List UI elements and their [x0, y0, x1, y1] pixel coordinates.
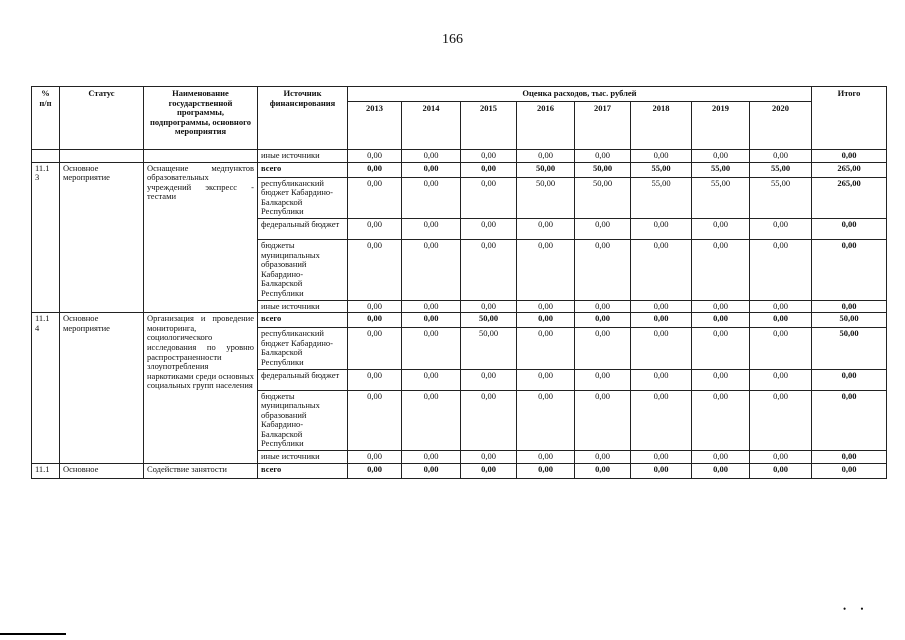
total-cell: 0,00 [812, 149, 887, 162]
value-cell: 0,00 [750, 218, 812, 239]
table-body [32, 149, 887, 478]
header-year: 2018 [631, 101, 692, 149]
value-cell: 0,00 [517, 369, 575, 390]
value-cell: 0,00 [750, 463, 812, 478]
value-cell: 0,00 [348, 328, 402, 369]
header-status: Статус [60, 87, 144, 150]
value-cell: 0,00 [348, 451, 402, 464]
header-year: 2016 [517, 101, 575, 149]
value-cell: 50,00 [517, 177, 575, 218]
value-cell: 0,00 [402, 239, 461, 300]
value-cell: 0,00 [517, 390, 575, 451]
value-cell: 0,00 [461, 149, 517, 162]
value-cell: 0,00 [575, 328, 631, 369]
table-row [32, 162, 887, 177]
header-name: Наименование государственной программы, подпрограммы, основного мероприятия [144, 87, 258, 150]
value-cell: 0,00 [692, 463, 750, 478]
total-cell: 265,00 [812, 162, 887, 177]
value-cell: 55,00 [631, 162, 692, 177]
total-cell: 0,00 [812, 390, 887, 451]
value-cell: 50,00 [517, 162, 575, 177]
source-cell: республиканский бюджет Кабардино-Балкарской Республики [258, 177, 348, 218]
value-cell: 50,00 [461, 313, 517, 328]
header-year: 2019 [692, 101, 750, 149]
value-cell: 0,00 [692, 300, 750, 313]
value-cell: 0,00 [517, 328, 575, 369]
value-cell: 0,00 [461, 390, 517, 451]
table-row [32, 149, 887, 162]
value-cell: 0,00 [402, 177, 461, 218]
value-cell: 0,00 [402, 390, 461, 451]
value-cell: 0,00 [631, 300, 692, 313]
value-cell: 0,00 [461, 177, 517, 218]
value-cell: 0,00 [692, 313, 750, 328]
value-cell: 0,00 [750, 328, 812, 369]
table-row [32, 313, 887, 328]
value-cell: 0,00 [402, 369, 461, 390]
value-cell: 0,00 [631, 149, 692, 162]
empty-cell [144, 149, 258, 162]
total-cell: 0,00 [812, 369, 887, 390]
value-cell: 0,00 [402, 313, 461, 328]
value-cell: 0,00 [631, 239, 692, 300]
page-number: 166 [442, 32, 463, 47]
header-year: 2015 [461, 101, 517, 149]
value-cell: 0,00 [631, 328, 692, 369]
source-cell: всего [258, 313, 348, 328]
total-cell: 50,00 [812, 313, 887, 328]
total-cell: 0,00 [812, 300, 887, 313]
value-cell: 0,00 [461, 369, 517, 390]
value-cell: 0,00 [750, 239, 812, 300]
item-name: Оснащение медпунктов образовательных учреждений экспресс - тестами [144, 162, 258, 313]
value-cell: 0,00 [750, 300, 812, 313]
value-cell: 0,00 [575, 239, 631, 300]
value-cell: 0,00 [692, 390, 750, 451]
budget-table [31, 86, 887, 479]
value-cell: 0,00 [461, 463, 517, 478]
value-cell: 0,00 [692, 369, 750, 390]
value-cell: 0,00 [750, 369, 812, 390]
item-number: 11.1 [32, 463, 60, 478]
value-cell: 0,00 [402, 149, 461, 162]
value-cell: 0,00 [402, 218, 461, 239]
value-cell: 55,00 [750, 162, 812, 177]
value-cell: 0,00 [750, 390, 812, 451]
header-source: Источник финансирования [258, 87, 348, 150]
value-cell: 0,00 [402, 328, 461, 369]
value-cell: 0,00 [402, 451, 461, 464]
value-cell: 0,00 [517, 149, 575, 162]
value-cell: 50,00 [575, 162, 631, 177]
value-cell: 50,00 [461, 328, 517, 369]
source-cell: всего [258, 463, 348, 478]
header-year: 2017 [575, 101, 631, 149]
header-num: % п/п [32, 87, 60, 150]
value-cell: 0,00 [517, 463, 575, 478]
header-year: 2014 [402, 101, 461, 149]
total-cell: 0,00 [812, 463, 887, 478]
value-cell: 0,00 [517, 451, 575, 464]
header-year: 2020 [750, 101, 812, 149]
value-cell: 0,00 [348, 390, 402, 451]
value-cell: 0,00 [402, 300, 461, 313]
value-cell: 0,00 [692, 239, 750, 300]
value-cell: 0,00 [692, 149, 750, 162]
value-cell: 0,00 [402, 162, 461, 177]
empty-cell [32, 149, 60, 162]
table-header [32, 87, 887, 150]
value-cell: 0,00 [461, 218, 517, 239]
value-cell: 0,00 [517, 300, 575, 313]
value-cell: 0,00 [575, 390, 631, 451]
value-cell: 0,00 [517, 239, 575, 300]
value-cell: 50,00 [575, 177, 631, 218]
value-cell: 0,00 [348, 300, 402, 313]
value-cell: 0,00 [575, 300, 631, 313]
source-cell: иные источники [258, 149, 348, 162]
value-cell: 0,00 [348, 162, 402, 177]
item-number: 11.1 4 [32, 313, 60, 464]
total-cell: 0,00 [812, 451, 887, 464]
value-cell: 0,00 [461, 239, 517, 300]
value-cell: 0,00 [692, 218, 750, 239]
source-cell: иные источники [258, 300, 348, 313]
value-cell: 0,00 [631, 390, 692, 451]
value-cell: 0,00 [575, 149, 631, 162]
value-cell: 0,00 [348, 463, 402, 478]
value-cell: 0,00 [348, 177, 402, 218]
value-cell: 0,00 [692, 328, 750, 369]
value-cell: 55,00 [692, 162, 750, 177]
header-total: Итого [812, 87, 887, 150]
item-name: Организация и проведение мониторинга, социологического исследования по уровню распространенности злоупотребления наркотиками среди основных социальных групп населения [144, 313, 258, 464]
source-cell: бюджеты муниципальных образований Кабардино-Балкарской Республики [258, 390, 348, 451]
value-cell: 0,00 [631, 369, 692, 390]
value-cell: 0,00 [692, 451, 750, 464]
value-cell: 0,00 [750, 313, 812, 328]
value-cell: 0,00 [348, 149, 402, 162]
table-row [32, 463, 887, 478]
item-status: Основное мероприятие [60, 162, 144, 313]
source-cell: федеральный бюджет [258, 218, 348, 239]
total-cell: 0,00 [812, 218, 887, 239]
total-cell: 0,00 [812, 239, 887, 300]
value-cell: 0,00 [631, 313, 692, 328]
value-cell: 0,00 [750, 451, 812, 464]
value-cell: 0,00 [575, 369, 631, 390]
value-cell: 0,00 [575, 218, 631, 239]
value-cell: 0,00 [348, 369, 402, 390]
header-estimate: Оценка расходов, тыс. рублей [348, 87, 812, 102]
value-cell: 0,00 [517, 313, 575, 328]
value-cell: 0,00 [348, 313, 402, 328]
corner-rule [0, 633, 66, 635]
item-status: Основное [60, 463, 144, 478]
scan-marks: • • [843, 604, 870, 614]
value-cell: 0,00 [402, 463, 461, 478]
value-cell: 0,00 [631, 451, 692, 464]
value-cell: 0,00 [461, 300, 517, 313]
item-number: 11.1 3 [32, 162, 60, 313]
value-cell: 0,00 [348, 218, 402, 239]
value-cell: 0,00 [575, 463, 631, 478]
source-cell: всего [258, 162, 348, 177]
item-name: Содействие занятости [144, 463, 258, 478]
value-cell: 0,00 [348, 239, 402, 300]
value-cell: 0,00 [631, 218, 692, 239]
source-cell: республиканский бюджет Кабардино-Балкарской Республики [258, 328, 348, 369]
total-cell: 50,00 [812, 328, 887, 369]
value-cell: 0,00 [750, 149, 812, 162]
source-cell: бюджеты муниципальных образований Кабардино-Балкарской Республики [258, 239, 348, 300]
value-cell: 55,00 [631, 177, 692, 218]
empty-cell [60, 149, 144, 162]
value-cell: 0,00 [517, 218, 575, 239]
value-cell: 0,00 [461, 162, 517, 177]
value-cell: 55,00 [692, 177, 750, 218]
header-year: 2013 [348, 101, 402, 149]
value-cell: 0,00 [631, 463, 692, 478]
source-cell: федеральный бюджет [258, 369, 348, 390]
value-cell: 55,00 [750, 177, 812, 218]
value-cell: 0,00 [575, 451, 631, 464]
source-cell: иные источники [258, 451, 348, 464]
value-cell: 0,00 [461, 451, 517, 464]
item-status: Основное мероприятие [60, 313, 144, 464]
total-cell: 265,00 [812, 177, 887, 218]
value-cell: 0,00 [575, 313, 631, 328]
